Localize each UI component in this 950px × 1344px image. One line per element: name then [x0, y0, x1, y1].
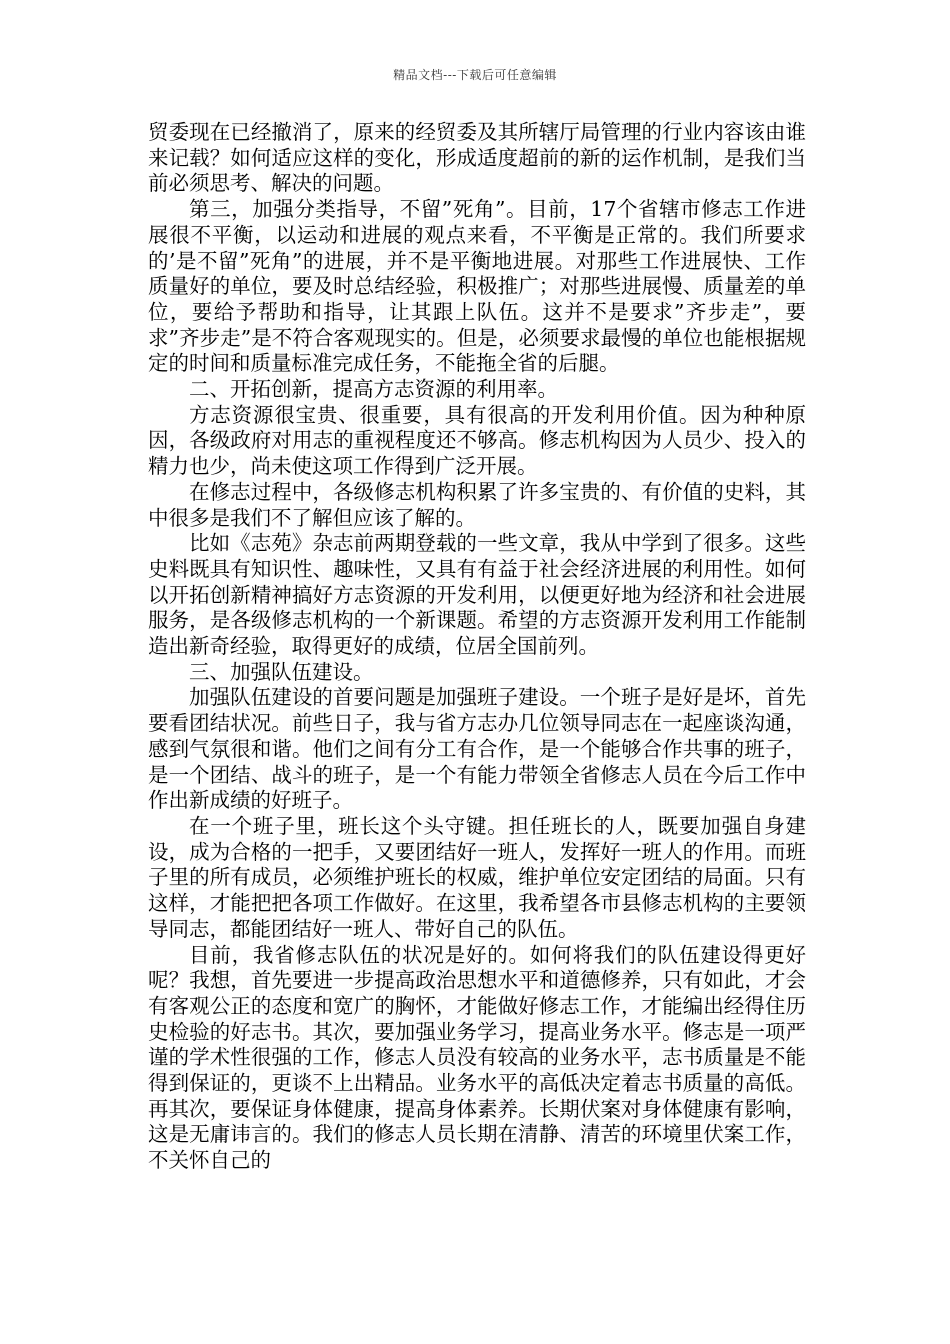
paragraph: 第三，加强分类指导，不留”死角”。目前，17个省辖市修志工作进展很不平衡，以运动和进展的观点来看，不平衡是正常的。我们所要求的’是不留”死角”的进展，并不是平衡地进展。对那些工作进展快、工作质量好的单位，要及时总结经验，积极推广；对那些进展慢、质量差的单位，要给予帮助和指导，让其跟上队伍。这并不是要求”齐步走”，要求”齐步走”是不符合客观现实的。但是，必须要求最慢的单位也能根据规定的时间和质量标准完成任务，不能拖全省的后腿。 — [148, 197, 806, 376]
paragraph: 在一个班子里，班长这个头守键。担任班长的人，既要加强自身建设，成为合格的一把手，又要团结好一班人，发挥好一班人的作用。而班子里的所有成员，必须维护班长的权威，维护单位安定团结的局面。只有这样，才能把把各项工作做好。在这里，我希望各市县修志机构的主要领导同志，都能团结好一班人、带好自己的队伍。 — [148, 813, 806, 941]
paragraph: 贸委现在已经撤消了，原来的经贸委及其所辖厅局管理的行业内容该由谁来记载？如何适应这样的变化，形成适度超前的新的运作机制，是我们当前必须思考、解决的问题。 — [148, 120, 806, 196]
document-body — [148, 120, 806, 1174]
paragraph: 比如《志苑》杂志前两期登载的一些文章，我从中学到了很多。这些史料既具有知识性、趣味性，又具有有益于社会经济进展的利用性。如何以开拓创新精神搞好方志资源的开发利用，以便更好地为经济和社会进展服务，是各级修志机构的一个新课题。希望的方志资源开发利用工作能制造出新奇经验，取得更好的成绩，位居全国前列。 — [148, 531, 806, 659]
paragraph: 方志资源很宝贵、很重要，具有很高的开发利用价值。因为种种原因，各级政府对用志的重视程度还不够高。修志机构因为人员少、投入的精力也少，尚未使这项工作得到广泛开展。 — [148, 402, 806, 479]
paragraph: 目前，我省修志队伍的状况是好的。如何将我们的队伍建设得更好呢？我想，首先要进一步提高政治思想水平和道德修养，只有如此，才会有客观公正的态度和宽广的胸怀，才能做好修志工作，才能编出经得住历史检验的好志书。其次，要加强业务学习，提高业务水平。修志是一项严谨的学术性很强的工作，修志人员没有较高的业务水平，志书质量是不能得到保证的，更谈不上出精品。业务水平的高低决定着志书质量的高低。再其次，要保证身体健康，提高身体素养。长期伏案对身体健康有影响，这是无庸讳言的。我们的修志人员长期在清静、清苦的环境里伏案工作，不关怀自己的 — [148, 942, 806, 1173]
section-heading: 二、开拓创新，提高方志资源的利用率。 — [189, 377, 558, 402]
paragraph: 在修志过程中，各级修志机构积累了许多宝贵的、有价值的史料，其中很多是我们不了解但应该了解的。 — [148, 479, 806, 530]
section-heading: 三、加强队伍建设。 — [189, 659, 374, 684]
paragraph: 加强队伍建设的首要问题是加强班子建设。一个班子是好是坏，首先要看团结状况。前些日子，我与省方志办几位领导同志在一起座谈沟通，感到气氛很和谐。他们之间有分工有合作，是一个能够合作共事的班子，是一个团结、战斗的班子，是一个有能力带领全省修志人员在今后工作中作出新成绩的好班子。 — [148, 685, 806, 813]
page-header: 精品文档---下载后可任意编辑 — [393, 68, 557, 82]
